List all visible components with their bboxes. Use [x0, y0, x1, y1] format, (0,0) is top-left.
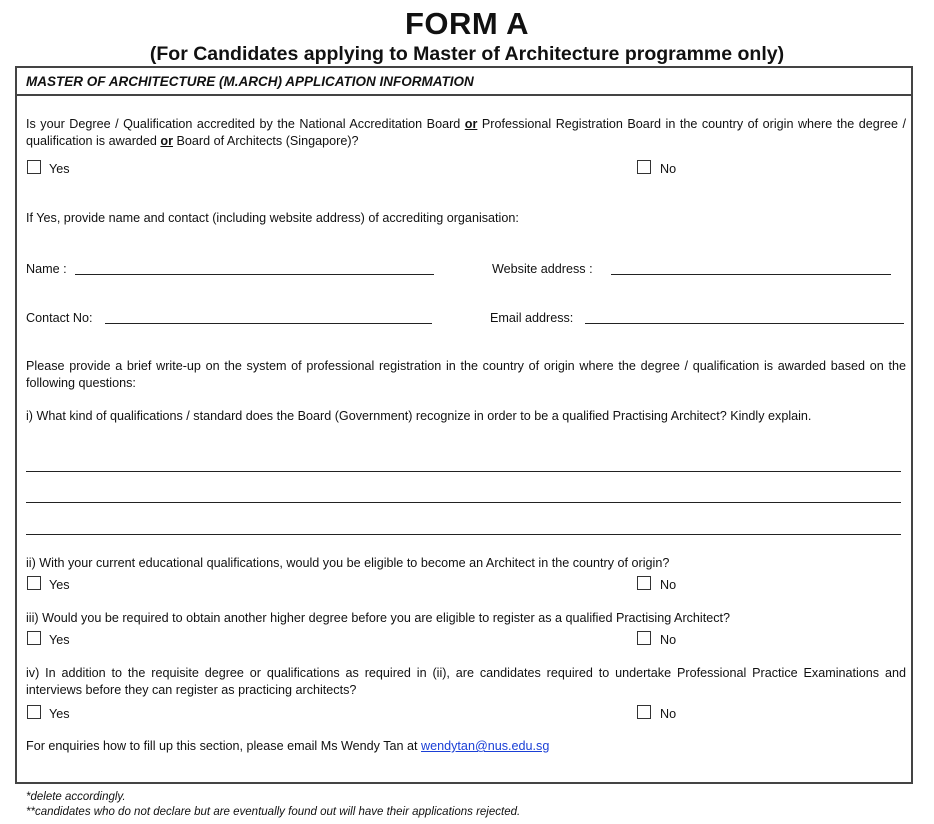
footnote-delete: *delete accordingly. — [26, 791, 126, 803]
q3-yes-label: Yes — [49, 633, 70, 647]
footnote-declare: **candidates who do not declare but are eventually found out will have their applications rejected. — [26, 806, 521, 818]
application-section — [15, 66, 913, 784]
accredited-no-label: No — [660, 162, 677, 176]
enquiry-text: For enquiries how to fill up this section, please email Ms Wendy Tan at wendytan@nus.edu.sg — [26, 739, 550, 753]
q3-no-checkbox[interactable] — [637, 631, 651, 645]
website-field[interactable] — [611, 274, 891, 275]
accreditation-question: Is your Degree / Qualification accredited by the National Accreditation Board or Professional Registration Board in the country of origin where the degree / qualification is awarded or Board of Architects (Singapore)? — [26, 117, 906, 148]
email-label: Email address: — [490, 311, 574, 325]
section-header: MASTER OF ARCHITECTURE (M.ARCH) APPLICATION INFORMATION — [17, 68, 911, 96]
q2-yes-label: Yes — [49, 578, 70, 592]
name-field[interactable] — [75, 274, 434, 275]
question-ii: ii) With your current educational qualifications, would you be eligible to become an Architect in the country of origin? — [26, 556, 670, 570]
answer-line-3[interactable] — [26, 534, 901, 535]
q4-yes-label: Yes — [49, 707, 70, 721]
enquiry-email-link[interactable]: wendytan@nus.edu.sg — [421, 739, 550, 753]
accredited-yes-checkbox[interactable] — [27, 160, 41, 174]
q3-yes-checkbox[interactable] — [27, 631, 41, 645]
writeup-intro: Please provide a brief write-up on the system of professional registration in the country of origin where the degree / qualification is awarded based on the following questions: — [26, 359, 906, 390]
q2-no-label: No — [660, 578, 677, 592]
website-label: Website address : — [492, 262, 593, 276]
q3-no-label: No — [660, 633, 677, 647]
if-yes-instruction: If Yes, provide name and contact (including website address) of accrediting organisation: — [26, 211, 519, 225]
name-label: Name : — [26, 262, 67, 276]
q4-no-checkbox[interactable] — [637, 705, 651, 719]
question-iv: iv) In addition to the requisite degree or qualifications as required in (ii), are candidates required to undertake Professional Practice Examinations and interviews before they can register as practicing architects? — [26, 666, 906, 697]
question-i: i) What kind of qualifications / standard does the Board (Government) recognize in order to be a qualified Practising Architect? Kindly explain. — [26, 409, 812, 423]
answer-line-2[interactable] — [26, 502, 901, 503]
q4-no-label: No — [660, 707, 677, 721]
form-subtitle: (For Candidates applying to Master of Architecture programme only) — [149, 43, 785, 65]
contact-field[interactable] — [105, 323, 432, 324]
answer-line-1[interactable] — [26, 471, 901, 472]
accredited-yes-label: Yes — [49, 162, 70, 176]
q2-yes-checkbox[interactable] — [27, 576, 41, 590]
contact-label: Contact No: — [26, 311, 93, 325]
q2-no-checkbox[interactable] — [637, 576, 651, 590]
accredited-no-checkbox[interactable] — [637, 160, 651, 174]
q4-yes-checkbox[interactable] — [27, 705, 41, 719]
email-field[interactable] — [585, 323, 904, 324]
form-title: FORM A — [404, 6, 530, 41]
question-iii: iii) Would you be required to obtain another higher degree before you are eligible to register as a qualified Practising Architect? — [26, 611, 731, 625]
